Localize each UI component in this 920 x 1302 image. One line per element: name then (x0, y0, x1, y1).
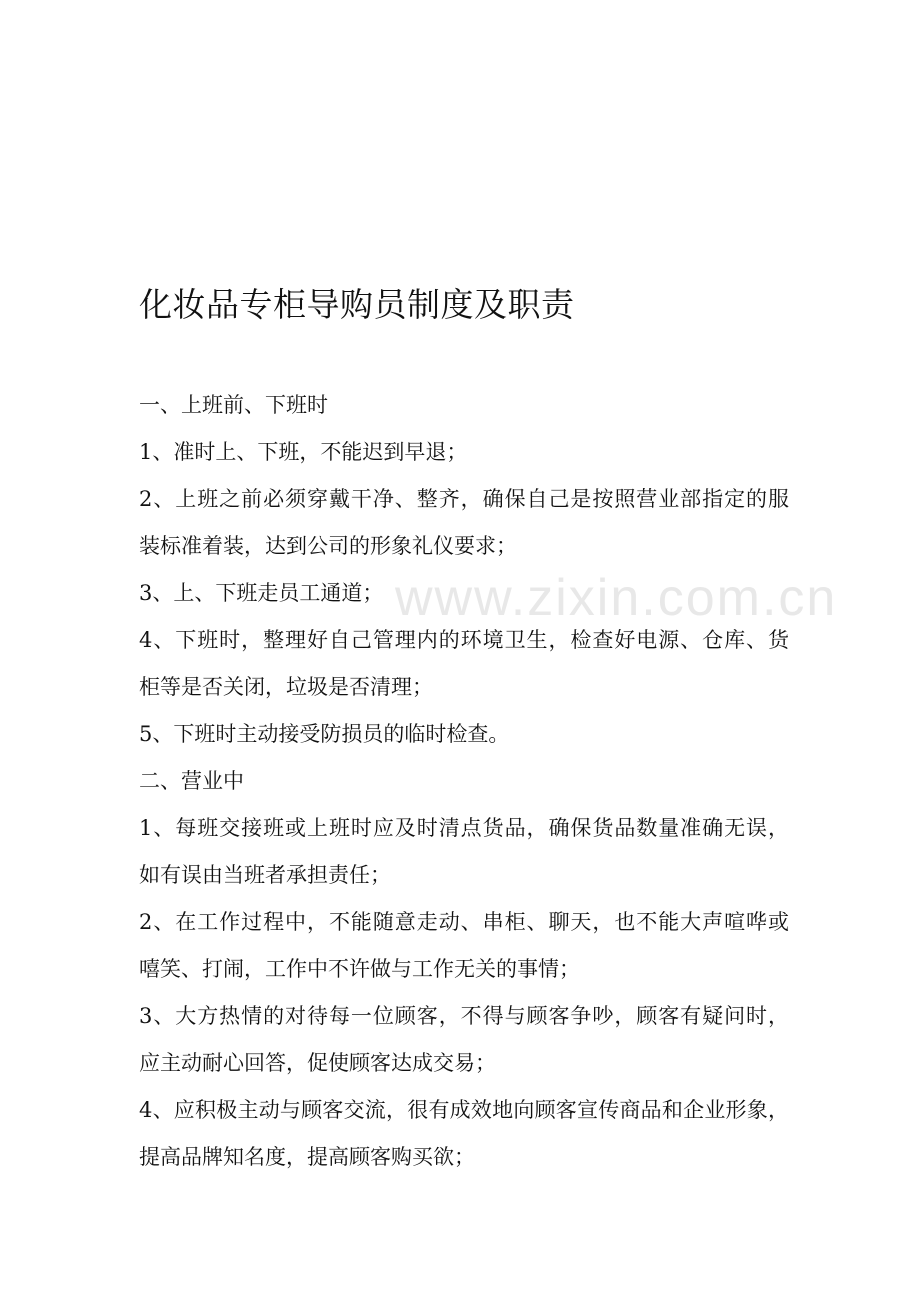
paragraph-line: 嘻笑、打闹，工作中不许做与工作无关的事情； (139, 957, 580, 981)
paragraph-line: 装标准着装，达到公司的形象礼仪要求； (139, 534, 517, 558)
paragraph-line: 提高品牌知名度，提高顾客购买欲； (139, 1145, 475, 1169)
paragraph-line: 应主动耐心回答，促使顾客达成交易； (139, 1051, 496, 1075)
document-body (139, 382, 789, 1181)
paragraph-line: 3、大方热情的对待每一位顾客，不得与顾客争吵，顾客有疑问时， (139, 1004, 789, 1028)
paragraph-line: 3、上、下班走员工通道； (139, 581, 384, 605)
paragraph-line: 1、准时上、下班，不能迟到早退； (139, 440, 468, 464)
section-heading: 一、上班前、下班时 (139, 393, 328, 417)
paragraph-line: 2、在工作过程中，不能随意走动、串柜、聊天，也不能大声喧哗或 (139, 910, 789, 934)
paragraph-line: 4、下班时，整理好自己管理内的环境卫生，检查好电源、仓库、货 (139, 628, 789, 652)
paragraph-line: 5、下班时主动接受防损员的临时检查。 (139, 722, 510, 746)
paragraph-line: 柜等是否关闭，垃圾是否清理； (139, 675, 433, 699)
section-heading: 二、营业中 (139, 769, 244, 793)
document-title: 化妆品专柜导购员制度及职责 (139, 285, 575, 324)
watermark: www.zixin.com.cn (395, 569, 838, 627)
paragraph-line: 4、应积极主动与顾客交流，很有成效地向顾客宣传商品和企业形象， (139, 1098, 789, 1122)
paragraph-line: 如有误由当班者承担责任； (139, 863, 391, 887)
paragraph-line: 2、上班之前必须穿戴干净、整齐，确保自己是按照营业部指定的服 (139, 487, 789, 511)
paragraph-line: 1、每班交接班或上班时应及时清点货品，确保货品数量准确无误， (139, 816, 789, 840)
